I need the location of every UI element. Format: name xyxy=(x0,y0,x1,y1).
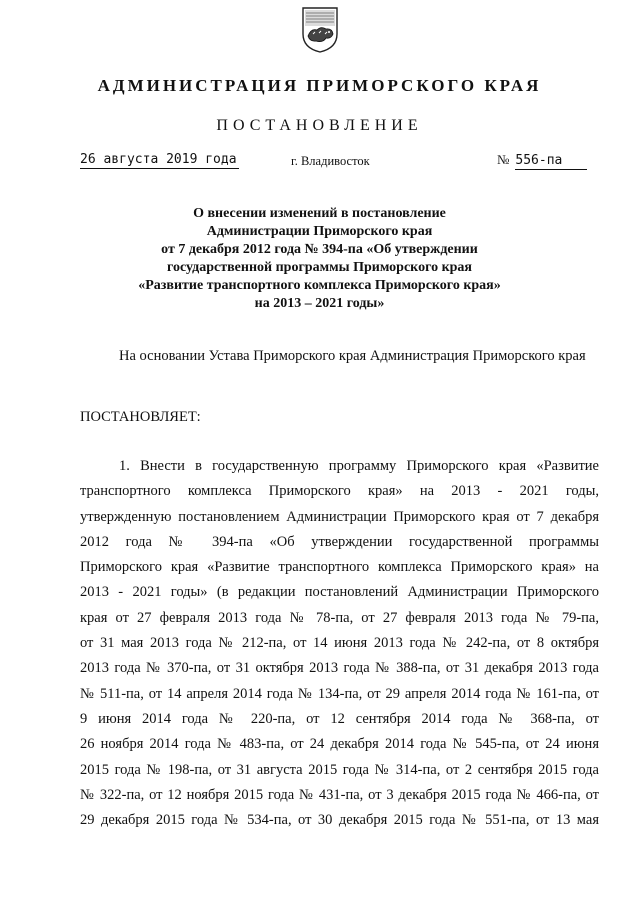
number-value: 556-па xyxy=(515,152,587,170)
paragraph-line: 2012 года № 394-па «Об утверждении государственной программы xyxy=(80,533,599,550)
paragraph-line: 1. Внести в государственную программу Приморского края «Развитие xyxy=(119,458,599,474)
resolve-heading: ПОСТАНОВЛЯЕТ: xyxy=(80,409,201,425)
subject-line: от 7 декабря 2012 года № 394-па «Об утверждении xyxy=(161,242,478,257)
subject-line: «Развитие транспортного комплекса Приморского края» xyxy=(138,278,501,293)
paragraph-line: транспортного комплекса Приморского края» на 2013 - 2021 годы, xyxy=(80,483,599,500)
paragraph-line: № 511-па, от 14 апреля 2014 года № 134-па, от 29 апреля 2014 года № 161-па, от xyxy=(80,685,599,702)
paragraph-line: Приморского края «Развитие транспортного комплекса Приморского края» на xyxy=(80,559,599,576)
paragraph-line: края от 27 февраля 2013 года № 78-па, от 27 февраля 2013 года № 79-па, xyxy=(80,609,599,626)
basis-paragraph: На основании Устава Приморского края Администрация Приморского края xyxy=(119,348,586,364)
paragraph-line: 29 декабря 2015 года № 534-па, от 30 декабря 2015 года № 551-па, от 13 мая xyxy=(80,812,599,829)
paragraph-line: от 31 мая 2013 года № 212-па, от 14 июня 2013 года № 242-па, от 8 октября xyxy=(80,635,599,652)
article-1-paragraph xyxy=(80,454,599,833)
subject-line: Администрации Приморского края xyxy=(206,224,433,239)
coat-of-arms-icon xyxy=(301,6,339,54)
paragraph-line: № 322-па, от 12 ноября 2015 года № 431-па, от 3 декабря 2015 года № 466-па, от xyxy=(80,786,599,803)
paragraph-line: 2013 года № 370-па, от 31 октября 2013 года № 388-па, от 31 декабря 2013 года xyxy=(80,660,599,677)
document-date: 26 августа 2019 года xyxy=(80,152,237,167)
subject-line: О внесении изменений в постановление xyxy=(193,206,446,221)
subject-line: государственной программы Приморского края xyxy=(167,260,472,275)
paragraph-line: утвержденную постановлением Администрации Приморского края от 7 декабря xyxy=(80,508,599,525)
document-type: ПОСТАНОВЛЕНИЕ xyxy=(216,117,423,134)
document-city: г. Владивосток xyxy=(291,154,370,168)
paragraph-line: 9 июня 2014 года № 220-па, от 12 сентября 2014 года № 368-па, от xyxy=(80,710,599,727)
paragraph-line: 2013 - 2021 годы» (в редакции постановлений Администрации Приморского xyxy=(80,584,599,601)
document-subject xyxy=(0,205,639,313)
document-number xyxy=(497,151,587,170)
organization-title: АДМИНИСТРАЦИЯ ПРИМОРСКОГО КРАЯ xyxy=(97,76,542,95)
subject-line: на 2013 – 2021 годы» xyxy=(254,296,385,311)
paragraph-line: 26 ноября 2014 года № 483-па, от 24 декабря 2014 года № 545-па, от 24 июня xyxy=(80,736,599,753)
number-sign: № xyxy=(497,152,510,167)
paragraph-line: 2015 года № 198-па, от 31 августа 2015 года № 314-па, от 2 сентября 2015 года xyxy=(80,761,599,778)
